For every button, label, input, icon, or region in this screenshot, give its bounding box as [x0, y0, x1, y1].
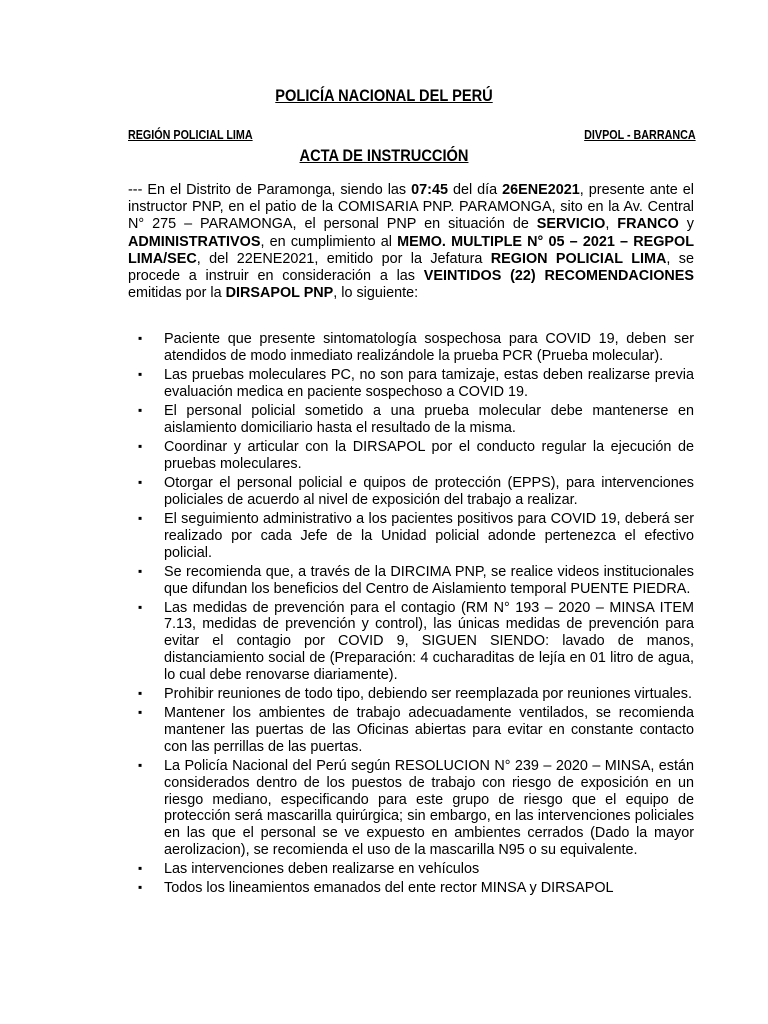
- list-item-text: Coordinar y articular con la DIRSAPOL por el conducto regular la ejecución de pruebas moleculares.: [164, 438, 694, 472]
- intro-text: , del 22ENE2021, emitido por la Jefatura: [196, 250, 491, 267]
- bullet-icon: ▪: [138, 705, 143, 720]
- bullet-icon: ▪: [138, 474, 143, 489]
- list-item: [128, 403, 694, 437]
- intro-date: 26ENE2021: [502, 182, 580, 198]
- intro-bold: SERVICIO: [536, 216, 606, 233]
- list-item: [128, 861, 694, 878]
- bullet-icon: ▪: [138, 563, 143, 578]
- list-item: [128, 367, 694, 401]
- list-item: [128, 705, 694, 755]
- bullet-icon: ▪: [138, 366, 143, 381]
- bullet-icon: ▪: [138, 880, 143, 895]
- list-item-text: El seguimiento administrativo a los pacientes positivos para COVID 19, deberá ser realizado por cada Jefe de la Unidad policial adonde pertenezca el efectivo policial.: [164, 510, 694, 561]
- bullet-icon: ▪: [138, 331, 143, 345]
- intro-text: --- En el Distrito de Paramonga, siendo las: [128, 182, 412, 198]
- intro-text: , en cumplimiento al: [260, 233, 398, 250]
- list-item: [128, 439, 694, 473]
- intro-text: emitidas por la: [128, 285, 226, 302]
- intro-bold: DIRSAPOL PNP: [225, 285, 334, 302]
- list-item-text: Las pruebas moleculares PC, no son para tamizaje, estas deben realizarse previa evaluación medica en paciente sospechoso a COVID 19.: [164, 366, 694, 400]
- intro-memo: MEMO. MULTIPLE N° 05 – 2021 – REGPOL LIMA/SEC: [128, 233, 694, 267]
- bullet-icon: ▪: [138, 510, 143, 525]
- intro-bold: FRANCO: [617, 216, 679, 233]
- recommendations-list: [128, 331, 694, 900]
- divpol-label: DIVPOL - BARRANCA: [584, 128, 696, 142]
- intro-text: , presente ante el instructor PNP, en el patio de la COMISARIA PNP. PARAMONGA, sito en la Av. Central N° 275 – PARAMONGA, el personal PNP en situación de: [128, 182, 694, 233]
- list-item-text: Las medidas de prevención para el contagio (RM N° 193 – 2020 – MINSA ITEM 7.13, medidas de prevención y control), las únicas medidas de prevención para evitar el contagio por COVID 9, SIGUEN SIENDO: lavado de manos, distanciamiento social de (Preparación: 4 cucharaditas de lejía en 01 litro de agua, lo cual debe renovarse diariamente).: [164, 599, 694, 683]
- list-item: [128, 758, 694, 859]
- list-item: [128, 331, 694, 365]
- region-label: REGIÓN POLICIAL LIMA: [128, 128, 253, 142]
- bullet-icon: ▪: [138, 438, 143, 453]
- list-item: [128, 600, 694, 684]
- bullet-icon: ▪: [138, 758, 143, 773]
- list-item-text: Las intervenciones deben realizarse en vehículos: [164, 861, 480, 878]
- intro-text: , lo siguiente:: [333, 285, 419, 302]
- intro-paragraph: [128, 182, 694, 302]
- list-item-text: Otorgar el personal policial e quipos de protección (EPPS), para intervenciones policiales de acuerdo al nivel de exposición del trabajo a realizar.: [164, 474, 694, 508]
- intro-text: del día: [447, 182, 503, 198]
- list-item-text: La Policía Nacional del Perú según RESOLUCION N° 239 – 2020 – MINSA, están considerados dentro de los puestos de trabajo con riesgo de exposición en un riesgo mediano, especificando para este grupo de riesgo que el equipo de protección será mascarilla quirúrgica; sin embargo, en las intervenciones policiales en las que el personal se ve expuesto en ambientes cerrados (Dado la mayor aerolizacion), se recomienda el uso de la mascarilla N95 o su equivalente.: [164, 758, 694, 859]
- list-item-text: El personal policial sometido a una prueba molecular debe mantenerse en aislamiento domiciliario hasta el resultado de la misma.: [164, 402, 694, 436]
- bullet-icon: ▪: [138, 861, 143, 876]
- intro-text: y: [678, 216, 694, 233]
- bullet-icon: ▪: [138, 599, 143, 614]
- intro-time: 07:45: [411, 182, 448, 198]
- list-item-text: Paciente que presente sintomatología sospechosa para COVID 19, deben ser atendidos de modo inmediato realizándole la prueba PCR (Prueba molecular).: [164, 331, 694, 364]
- document-title: ACTA DE INSTRUCCIÓN: [299, 146, 469, 165]
- list-item-text: Prohibir reuniones de todo tipo, debiendo ser reemplazada por reuniones virtuales.: [164, 686, 692, 703]
- list-item: [128, 880, 694, 897]
- list-item: [128, 686, 694, 703]
- intro-bold: VEINTIDOS (22) RECOMENDACIONES: [423, 268, 694, 285]
- intro-text: , se procede a instruir en consideración a las: [128, 250, 695, 285]
- intro-text: ,: [605, 216, 618, 233]
- list-item: [128, 511, 694, 561]
- intro-bold: ADMINISTRATIVOS: [128, 233, 261, 250]
- bullet-icon: ▪: [138, 686, 143, 701]
- list-item: [128, 564, 694, 598]
- list-item-text: Todos los lineamientos emanados del ente rector MINSA y DIRSAPOL: [164, 880, 614, 897]
- list-item-text: Mantener los ambientes de trabajo adecuadamente ventilados, se recomienda mantener las puertas de las Oficinas abiertas para evitar en constante contacto con las perrillas de las puertas.: [164, 705, 694, 755]
- list-item: [128, 475, 694, 509]
- page-title: POLICÍA NACIONAL DEL PERÚ: [275, 86, 493, 105]
- intro-bold: REGION POLICIAL LIMA: [490, 250, 667, 267]
- list-item-text: Se recomienda que, a través de la DIRCIMA PNP, se realice videos institucionales que difundan los beneficios del Centro de Aislamiento temporal PUENTE PIEDRA.: [164, 563, 694, 597]
- bullet-icon: ▪: [138, 402, 143, 417]
